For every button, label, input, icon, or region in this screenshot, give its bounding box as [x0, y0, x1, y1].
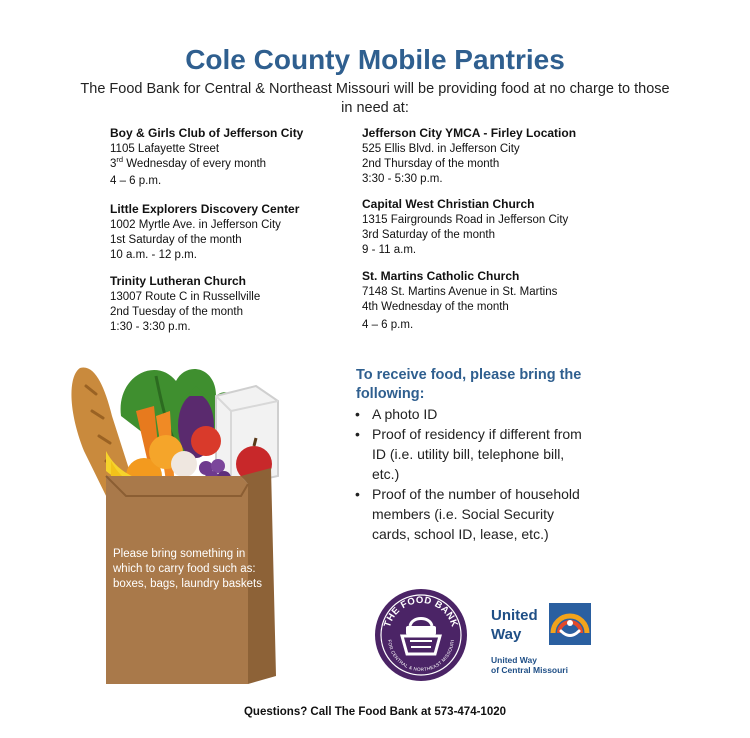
location-schedule: 1st Saturday of the month	[110, 234, 242, 246]
food-bank-logo	[374, 588, 468, 682]
location-address: 7148 St. Martins Avenue in St. Martins	[362, 286, 558, 298]
footer-contact: Questions? Call The Food Bank at 573-474-1020	[243, 706, 507, 718]
location-st-martins	[362, 269, 622, 333]
location-schedule: 2nd Thursday of the month	[362, 158, 500, 170]
page-title: Cole County Mobile Pantries	[185, 44, 565, 75]
food-bank-seal-icon	[374, 588, 468, 682]
intro-text: The Food Bank for Central & Northeast Missouri will be providing food at no charge to those in need at:	[80, 81, 670, 116]
list-item: • Proof of the number of household members (i.e. Social Security cards, school ID, lease, etc.)	[355, 486, 580, 542]
location-ymca-firley	[362, 126, 622, 187]
grocery-bag-illustration	[66, 356, 306, 686]
united-way-logo	[489, 603, 591, 645]
location-time: 3:30 - 5:30 p.m.	[362, 173, 443, 185]
location-little-explorers	[110, 202, 345, 263]
location-time: 4 – 6 p.m.	[110, 175, 162, 187]
location-time: 1:30 - 3:30 p.m.	[110, 321, 191, 333]
location-time: 9 - 11 a.m.	[362, 244, 417, 256]
location-address: 1002 Myrtle Ave. in Jefferson City	[110, 219, 281, 231]
location-name: Capital West Christian Church	[362, 197, 535, 211]
location-schedule: 3rd Saturday of the month	[362, 229, 495, 241]
location-name: Trinity Lutheran Church	[110, 274, 247, 288]
united-way-caption: United Way of Central Missouri	[491, 655, 568, 675]
location-address: 525 Ellis Blvd. in Jefferson City	[362, 143, 520, 155]
grocery-bag-icon	[66, 356, 306, 686]
location-address: 1315 Fairgrounds Road in Jefferson City	[362, 214, 569, 226]
svg-text:United: United	[491, 607, 538, 624]
location-time: 10 a.m. - 12 p.m.	[110, 249, 197, 261]
location-schedule: 3rd Wednesday of every month	[110, 155, 267, 170]
location-name: Jefferson City YMCA - Firley Location	[362, 126, 577, 140]
location-name: Boy & Girls Club of Jefferson City	[110, 126, 304, 140]
location-time: 4 – 6 p.m.	[362, 319, 414, 331]
list-item: • Proof of residency if different from ID (i.e. utility bill, telephone bill, etc.)	[355, 426, 582, 482]
bag-note: Please bring something in which to carry food such as: boxes, bags, laundry baskets	[113, 548, 262, 590]
svg-text:Way: Way	[491, 626, 522, 643]
svg-text:FOR CENTRAL & NORTHEAST MISSOU: FOR CENTRAL & NORTHEAST MISSOURI	[387, 639, 455, 673]
united-way-icon	[489, 603, 591, 645]
svg-text:THE FOOD BANK: THE FOOD BANK	[382, 594, 460, 629]
location-trinity-lutheran	[110, 274, 345, 335]
location-address: 1105 Lafayette Street	[110, 143, 220, 155]
location-address: 13007 Route C in Russellville	[110, 291, 261, 303]
location-name: Little Explorers Discovery Center	[110, 202, 300, 216]
requirements-title: To receive food, please bring the following:	[356, 367, 582, 402]
list-item: • A photo ID	[355, 406, 438, 422]
location-schedule: 2nd Tuesday of the month	[110, 306, 243, 318]
location-boys-girls-club	[110, 126, 345, 189]
location-name: St. Martins Catholic Church	[362, 269, 520, 283]
location-capital-west	[362, 197, 622, 258]
location-schedule: 4th Wednesday of the month	[362, 301, 509, 313]
requirements-list	[352, 404, 592, 544]
